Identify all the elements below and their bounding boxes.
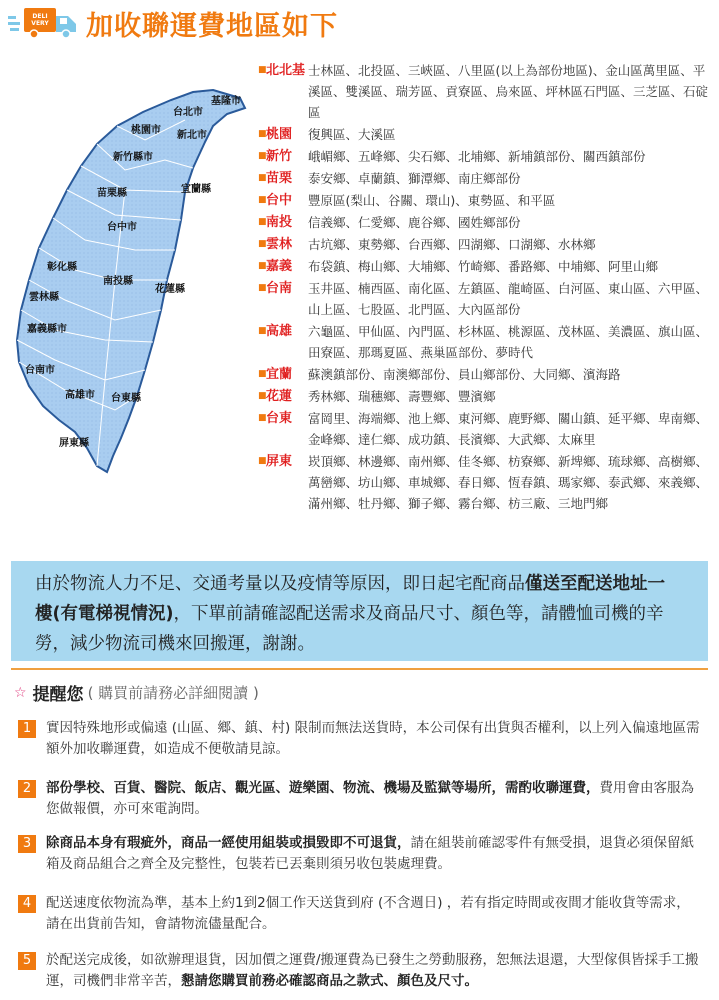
notice-item	[18, 893, 702, 935]
page-title: 加收聯運費地區如下	[86, 11, 338, 42]
bullet-icon: ■	[258, 195, 267, 205]
bullet-icon: ■	[258, 173, 267, 183]
item-number: 4	[18, 895, 36, 913]
notice-box	[11, 561, 708, 661]
map-label: 花蓮縣	[155, 284, 185, 295]
region-name: 苗栗	[266, 171, 293, 186]
reminder-title: 提醒您	[32, 685, 84, 705]
bullet-icon: ■	[258, 151, 267, 161]
map-label: 台南市	[25, 365, 55, 376]
region-areas: 蘇澳鎮部份、南澳鄉部份、員山鄉部份、大同鄉、濱海路	[308, 367, 621, 382]
bullet-icon: ■	[258, 391, 267, 401]
region-row	[258, 146, 716, 167]
map-label: 基隆市	[211, 96, 241, 107]
region-row	[258, 190, 716, 211]
map-label: 彰化縣	[47, 262, 77, 273]
region-name: 台中	[266, 193, 293, 208]
region-list	[258, 60, 716, 515]
item-text: 配送速度依物流為準，基本上約1到2個工作天送貨到府 (不含週日) ，若有指定時間或夜間才能收貨等需求，請在出貨前告知，會請物流儘量配合。	[46, 895, 690, 932]
map-label: 屏東縣	[59, 438, 89, 449]
item-number: 2	[18, 780, 36, 798]
region-name: 台東	[266, 411, 293, 426]
region-row	[258, 124, 716, 145]
region-areas: 布袋鎮、梅山鄉、大埔鄉、竹崎鄉、番路鄉、中埔鄉、阿里山鄉	[308, 259, 659, 274]
region-name: 北北基	[266, 63, 306, 78]
notice-item	[18, 950, 702, 992]
svg-text:VERY: VERY	[31, 20, 49, 27]
bullet-icon: ■	[258, 217, 267, 227]
region-name: 台南	[266, 281, 293, 296]
bullet-icon: ■	[258, 261, 267, 271]
notice-item	[18, 718, 702, 760]
region-areas: 豐原區(梨山、谷關、環山)、東勢區、和平區	[308, 193, 556, 208]
region-row	[258, 364, 716, 385]
region-areas: 士林區、北投區、三峽區、八里區(以上為部份地區)、金山區萬里區、平溪區、雙溪區、瑞芳區、貢寮區、烏來區、坪林區石門區、三芝區、石碇區	[308, 63, 709, 120]
region-row	[258, 321, 716, 363]
item-text: 於配送完成後，如欲辦理退貨，因加價之運費/搬運費為已發生之勞動服務，恕無法退還，大型傢俱皆採手工搬運，司機們非常辛苦，懇請您購買前務必確認商品之款式、顏色及尺寸。	[46, 952, 699, 989]
region-areas: 玉井區、楠西區、南化區、左鎮區、龍崎區、白河區、東山區、六甲區、山上區、七股區、北門區、大內區部份	[308, 281, 709, 317]
notice-item	[18, 833, 702, 875]
bullet-icon: ■	[258, 369, 267, 379]
region-row	[258, 386, 716, 407]
map-label: 雲林縣	[29, 292, 59, 303]
map-label: 宜蘭縣	[181, 184, 211, 195]
region-row	[258, 278, 716, 320]
notice-item	[18, 778, 702, 820]
divider	[11, 668, 708, 670]
map-label: 高雄市	[65, 390, 95, 401]
region-name: 桃園	[266, 127, 293, 142]
region-areas: 古坑鄉、東勢鄉、台西鄉、四湖鄉、口湖鄉、水林鄉	[308, 237, 596, 252]
region-areas: 秀林鄉、瑞穗鄉、壽豐鄉、豐濱鄉	[308, 389, 496, 404]
region-name: 新竹	[266, 149, 293, 164]
reminder-subtitle: ( 購買前請務必詳細閱讀 )	[87, 684, 259, 702]
item-text: 實因特殊地形或偏遠 (山區、鄉、鎮、村) 限制而無法送貨時，本公司保有出貨與否權利，以上列入偏遠地區需額外加收聯運費，如造成不便敬請見諒。	[46, 720, 700, 757]
region-areas: 信義鄉、仁愛鄉、鹿谷鄉、國姓鄉部份	[308, 215, 521, 230]
item-number: 5	[18, 952, 36, 970]
map-label: 新北市	[177, 130, 207, 141]
region-row	[258, 256, 716, 277]
item-number: 3	[18, 835, 36, 853]
region-row	[258, 451, 716, 514]
svg-text:DELI: DELI	[32, 13, 48, 20]
region-areas: 富岡里、海端鄉、池上鄉、東河鄉、鹿野鄉、關山鎮、延平鄉、卑南鄉、金峰鄉、達仁鄉、成功鎮、長濱鄉、大武鄉、太麻里	[308, 411, 709, 447]
region-name: 南投	[266, 215, 293, 230]
delivery-truck-icon	[8, 6, 80, 40]
map-label: 桃園市	[131, 125, 161, 136]
map-label: 南投縣	[103, 276, 133, 287]
region-areas: 峨嵋鄉、五峰鄉、尖石鄉、北埔鄉、新埔鎮部份、關西鎮部份	[308, 149, 646, 164]
region-name: 高雄	[266, 324, 293, 339]
region-name: 嘉義	[266, 259, 293, 274]
bullet-icon: ■	[258, 129, 267, 139]
header	[0, 0, 719, 44]
star-icon: ☆	[14, 684, 27, 701]
map-label: 台北市	[173, 107, 203, 118]
region-row	[258, 168, 716, 189]
region-areas: 六龜區、甲仙區、內門區、杉林區、桃源區、茂林區、美濃區、旗山區、田寮區、那瑪夏區、燕巢區部份、夢時代	[308, 324, 709, 360]
region-row	[258, 60, 716, 123]
region-areas: 泰安鄉、卓蘭鎮、獅潭鄉、南庄鄉部份	[308, 171, 521, 186]
map-label: 新竹縣市	[113, 152, 153, 163]
item-text: 除商品本身有瑕疵外，商品一經使用組裝或損毀即不可退貨，請在組裝前確認零件有無受損，退貨必須保留紙箱及商品組合之齊全及完整性，包裝若已丟棄則須另收包裝處理費。	[46, 835, 694, 872]
map-label: 台中市	[107, 222, 137, 233]
region-row	[258, 212, 716, 233]
bullet-icon: ■	[258, 456, 267, 466]
bullet-icon: ■	[258, 283, 267, 293]
bullet-icon: ■	[258, 65, 267, 75]
region-areas: 崁頂鄉、林邊鄉、南州鄉、佳冬鄉、枋寮鄉、新埤鄉、琉球鄉、高樹鄉、萬巒鄉、坊山鄉、車城鄉、春日鄉、恆春鎮、瑪家鄉、泰武鄉、來義鄉、滿州鄉、牡丹鄉、獅子鄉、霧台鄉、枋三廠、三地門鄉	[308, 454, 709, 511]
region-row	[258, 408, 716, 450]
reminder-heading	[14, 680, 259, 705]
item-number: 1	[18, 720, 36, 738]
taiwan-map	[15, 80, 255, 480]
region-row	[258, 234, 716, 255]
bullet-icon: ■	[258, 326, 267, 336]
notice-text: 由於物流人力不足、交通考量以及疫情等原因，即日起宅配商品僅送至配送地址一樓(有電梯視情況)，下單前請確認配送需求及商品尺寸、顏色等，請體恤司機的辛勞，減少物流司機來回搬運，謝謝。	[35, 574, 665, 654]
map-label: 苗栗縣	[97, 188, 127, 199]
map-label: 嘉義縣市	[27, 324, 67, 335]
bullet-icon: ■	[258, 239, 267, 249]
item-text: 部份學校、百貨、醫院、飯店、觀光區、遊樂園、物流、機場及監獄等場所，需酌收聯運費，費用會由客服為您做報價，亦可來電詢問。	[46, 780, 694, 817]
region-name: 宜蘭	[266, 367, 293, 382]
region-name: 雲林	[266, 237, 293, 252]
bullet-icon: ■	[258, 413, 267, 423]
region-areas: 復興區、大溪區	[308, 127, 396, 142]
region-name: 花蓮	[266, 389, 293, 404]
map-label: 台東縣	[111, 393, 141, 404]
region-name: 屏東	[266, 454, 293, 469]
